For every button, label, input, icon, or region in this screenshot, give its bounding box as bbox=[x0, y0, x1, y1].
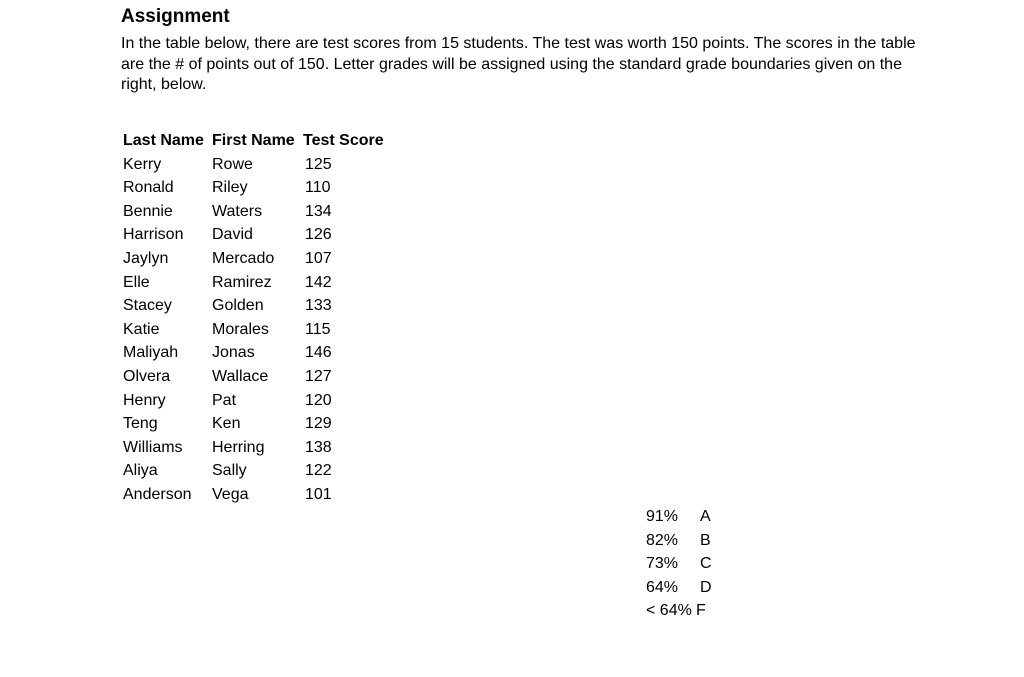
grade-boundary-row bbox=[643, 529, 712, 553]
grade-boundaries-body bbox=[643, 505, 712, 623]
scores-table bbox=[121, 129, 391, 507]
cell-test-score: 125 bbox=[305, 155, 332, 173]
grade-threshold: 64% bbox=[646, 578, 679, 596]
cell-test-score: 142 bbox=[305, 273, 332, 291]
cell-last-name: Aliya bbox=[123, 462, 158, 480]
table-row bbox=[121, 389, 391, 413]
page-title: Assignment bbox=[121, 6, 230, 27]
cell-last-name: Olvera bbox=[123, 367, 171, 385]
grade-letter: A bbox=[700, 508, 711, 525]
cell-last-name: Bennie bbox=[123, 202, 173, 220]
grade-boundary-row bbox=[643, 505, 712, 529]
grade-threshold: 73% bbox=[646, 555, 679, 573]
cell-test-score: 129 bbox=[305, 415, 332, 433]
cell-test-score: 122 bbox=[305, 462, 332, 480]
table-row bbox=[121, 365, 391, 389]
table-row bbox=[121, 153, 391, 177]
cell-last-name: Stacey bbox=[123, 297, 172, 315]
cell-first-name: Vega bbox=[212, 485, 249, 503]
cell-first-name: Morales bbox=[212, 320, 269, 338]
grade-boundary-row bbox=[643, 576, 712, 600]
header-last-name: Last Name bbox=[123, 132, 204, 149]
cell-last-name: Maliyah bbox=[123, 344, 179, 362]
cell-first-name: David bbox=[212, 226, 253, 244]
grade-letter: D bbox=[700, 578, 712, 596]
cell-last-name: Henry bbox=[123, 391, 166, 409]
table-row bbox=[121, 412, 391, 436]
grade-threshold: 82% bbox=[646, 531, 679, 549]
cell-first-name: Riley bbox=[212, 179, 248, 197]
table-row bbox=[121, 223, 391, 247]
cell-first-name: Ken bbox=[212, 415, 241, 433]
table-row bbox=[121, 318, 391, 342]
cell-last-name: Harrison bbox=[123, 226, 184, 244]
cell-test-score: 126 bbox=[305, 226, 332, 244]
cell-test-score: 138 bbox=[305, 438, 332, 456]
grade-threshold: < 64% bbox=[646, 602, 692, 620]
cell-first-name: Pat bbox=[212, 391, 237, 409]
cell-first-name: Ramirez bbox=[212, 273, 272, 291]
grade-letter: F bbox=[696, 602, 706, 620]
cell-test-score: 146 bbox=[305, 344, 332, 362]
table-header-row bbox=[121, 129, 391, 153]
table-row bbox=[121, 341, 391, 365]
cell-last-name: Jaylyn bbox=[123, 249, 169, 267]
cell-first-name: Herring bbox=[212, 438, 265, 456]
cell-last-name: Anderson bbox=[123, 485, 192, 503]
assignment-description: In the table below, there are test scores from 15 students. The test was worth 150 points. The scores in the table are the # of points out of 150. Letter grades will be assigned using the standard grade boundaries given on the right, below. bbox=[121, 35, 916, 93]
cell-last-name: Teng bbox=[123, 415, 158, 433]
table-row bbox=[121, 483, 391, 507]
cell-first-name: Rowe bbox=[212, 155, 253, 173]
cell-test-score: 107 bbox=[305, 249, 332, 267]
cell-last-name: Kerry bbox=[123, 155, 162, 173]
table-row bbox=[121, 176, 391, 200]
cell-last-name: Katie bbox=[123, 320, 160, 338]
grade-letter: C bbox=[700, 555, 712, 573]
grade-boundary-row bbox=[643, 552, 712, 576]
cell-first-name: Golden bbox=[212, 297, 264, 315]
table-row bbox=[121, 459, 391, 483]
cell-first-name: Wallace bbox=[212, 367, 269, 385]
cell-last-name: Elle bbox=[123, 273, 150, 291]
cell-test-score: 133 bbox=[305, 297, 332, 315]
cell-test-score: 120 bbox=[305, 391, 332, 409]
cell-test-score: 110 bbox=[305, 179, 331, 197]
header-test-score: Test Score bbox=[303, 132, 384, 149]
cell-test-score: 101 bbox=[305, 485, 332, 503]
grade-letter: B bbox=[700, 531, 711, 549]
table-row bbox=[121, 200, 391, 224]
cell-first-name: Waters bbox=[212, 202, 263, 220]
cell-test-score: 127 bbox=[305, 367, 332, 385]
grade-boundaries-table bbox=[643, 505, 712, 623]
cell-last-name: Ronald bbox=[123, 179, 174, 197]
cell-first-name: Jonas bbox=[212, 344, 255, 362]
table-row bbox=[121, 247, 391, 271]
grade-boundary-row bbox=[643, 599, 712, 623]
cell-first-name: Sally bbox=[212, 462, 247, 480]
table-row bbox=[121, 271, 391, 295]
scores-table-body bbox=[121, 153, 391, 507]
cell-test-score: 115 bbox=[305, 320, 331, 338]
grade-threshold: 91% bbox=[646, 508, 679, 525]
header-first-name: First Name bbox=[212, 132, 295, 149]
cell-last-name: Williams bbox=[123, 438, 183, 456]
cell-first-name: Mercado bbox=[212, 249, 275, 267]
table-row bbox=[121, 294, 391, 318]
cell-test-score: 134 bbox=[305, 202, 332, 220]
table-row bbox=[121, 436, 391, 460]
